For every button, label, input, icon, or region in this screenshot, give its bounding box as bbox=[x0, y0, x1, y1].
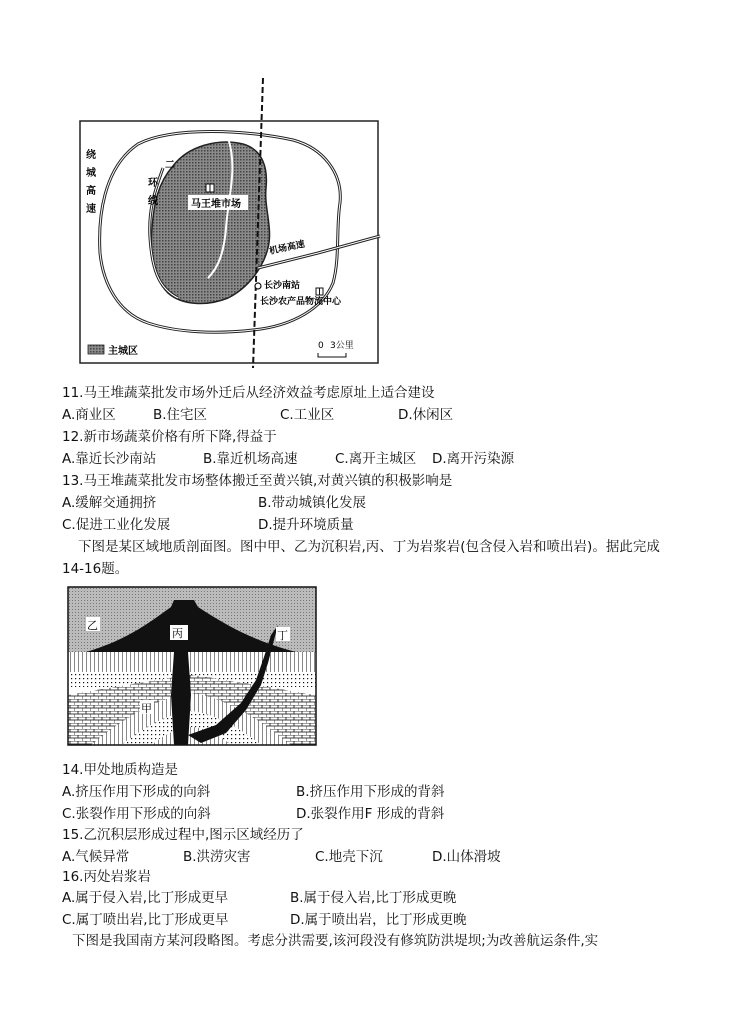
intro2-line1: 下图是某区域地质剖面图。图中甲、乙为沉积岩,丙、丁为岩浆岩(包含侵入岩和喷出岩)。据此完成 bbox=[78, 539, 660, 555]
q11-option-b: B.住宅区 bbox=[153, 407, 208, 423]
intro3-line1: 下图是我国南方某河段略图。考虑分洪需要,该河段没有修筑防洪堤坝;为改善航运条件,实 bbox=[72, 933, 599, 949]
q11-option-d: D.休闲区 bbox=[398, 407, 454, 423]
city-map-figure bbox=[78, 78, 383, 368]
q14-stem: 14.甲处地质构造是 bbox=[62, 762, 178, 778]
q16-option-d: D.属于喷出岩，比丁形成更晚 bbox=[290, 912, 467, 928]
q15-option-a: A.气候异常 bbox=[62, 849, 130, 865]
q14-option-b: B.挤压作用下形成的背斜 bbox=[296, 784, 445, 800]
scale-zero: 0 bbox=[318, 341, 324, 351]
q15-option-d: D.山体滑坡 bbox=[432, 849, 501, 865]
q16-stem: 16.丙处岩浆岩 bbox=[62, 869, 151, 885]
q13-option-a: A.缓解交通拥挤 bbox=[62, 495, 157, 511]
q12-option-d: D.离开污染源 bbox=[432, 451, 515, 467]
q13-option-b: B.带动城镇化发展 bbox=[258, 495, 367, 511]
market-icon bbox=[206, 184, 214, 192]
q14-option-c: C.张裂作用下形成的向斜 bbox=[62, 806, 211, 822]
label-yi: 乙 bbox=[87, 619, 98, 632]
ring-road-char: 速 bbox=[86, 204, 96, 215]
label-bing: 丙 bbox=[172, 627, 183, 640]
second-ring-char: 环 bbox=[148, 178, 158, 189]
legend-label: 主城区 bbox=[108, 346, 138, 357]
intro2-line2: 14-16题。 bbox=[62, 561, 129, 577]
logistics-icon bbox=[316, 288, 323, 295]
q13-option-c: C.促进工业化发展 bbox=[62, 517, 171, 533]
q11-option-a: A.商业区 bbox=[62, 407, 116, 423]
scale-value: 3公里 bbox=[330, 341, 354, 351]
q11-option-c: C.工业区 bbox=[280, 407, 335, 423]
south-station-label: 长沙南站 bbox=[264, 281, 301, 291]
q13-option-d: D.提升环境质量 bbox=[258, 517, 354, 533]
ring-road-char: 高 bbox=[86, 186, 96, 197]
q16-option-c: C.属丁喷出岩,比丁形成更早 bbox=[62, 912, 229, 928]
geologic-profile-figure bbox=[66, 585, 318, 747]
market-label: 马王堆市场 bbox=[191, 199, 241, 210]
q12-option-c: C.离开主城区 bbox=[335, 451, 417, 467]
q15-option-c: C.地壳下沉 bbox=[315, 849, 383, 865]
label-ding: 丁 bbox=[277, 629, 288, 642]
q14-option-d: D.张裂作用F 形成的背斜 bbox=[296, 806, 445, 822]
label-jia: 甲 bbox=[141, 702, 152, 715]
q12-option-b: B.靠近机场高速 bbox=[203, 451, 298, 467]
q12-option-a: A.靠近长沙南站 bbox=[62, 451, 157, 467]
second-ring-char: 二 bbox=[165, 160, 175, 171]
q16-option-b: B.属于侵入岩,比丁形成更晚 bbox=[290, 890, 457, 906]
q12-stem: 12.新市场蔬菜价格有所下降,得益于 bbox=[62, 429, 277, 445]
south-station-icon bbox=[255, 283, 261, 289]
q16-option-a: A.属于侵入岩,比丁形成更早 bbox=[62, 890, 229, 906]
q11-stem: 11.马王堆蔬菜批发市场外迁后从经济效益考虑原址上适合建设 bbox=[62, 385, 435, 401]
airport-expressway-label: 机场高速 bbox=[268, 239, 306, 257]
ring-road-char: 城 bbox=[86, 168, 96, 179]
q15-option-b: B.洪涝灾害 bbox=[183, 849, 251, 865]
legend-swatch bbox=[88, 345, 104, 354]
logistics-center-label: 长沙农产品物流中心 bbox=[260, 297, 342, 307]
q15-stem: 15.乙沉积层形成过程中,图示区域经历了 bbox=[62, 827, 304, 843]
ring-road-char: 绕 bbox=[86, 150, 96, 161]
q13-stem: 13.马王堆蔬菜批发市场整体搬迁至黄兴镇,对黄兴镇的积极影响是 bbox=[62, 473, 453, 489]
second-ring-char: 线 bbox=[148, 196, 158, 207]
q14-option-a: A.挤压作用下形成的向斜 bbox=[62, 784, 211, 800]
